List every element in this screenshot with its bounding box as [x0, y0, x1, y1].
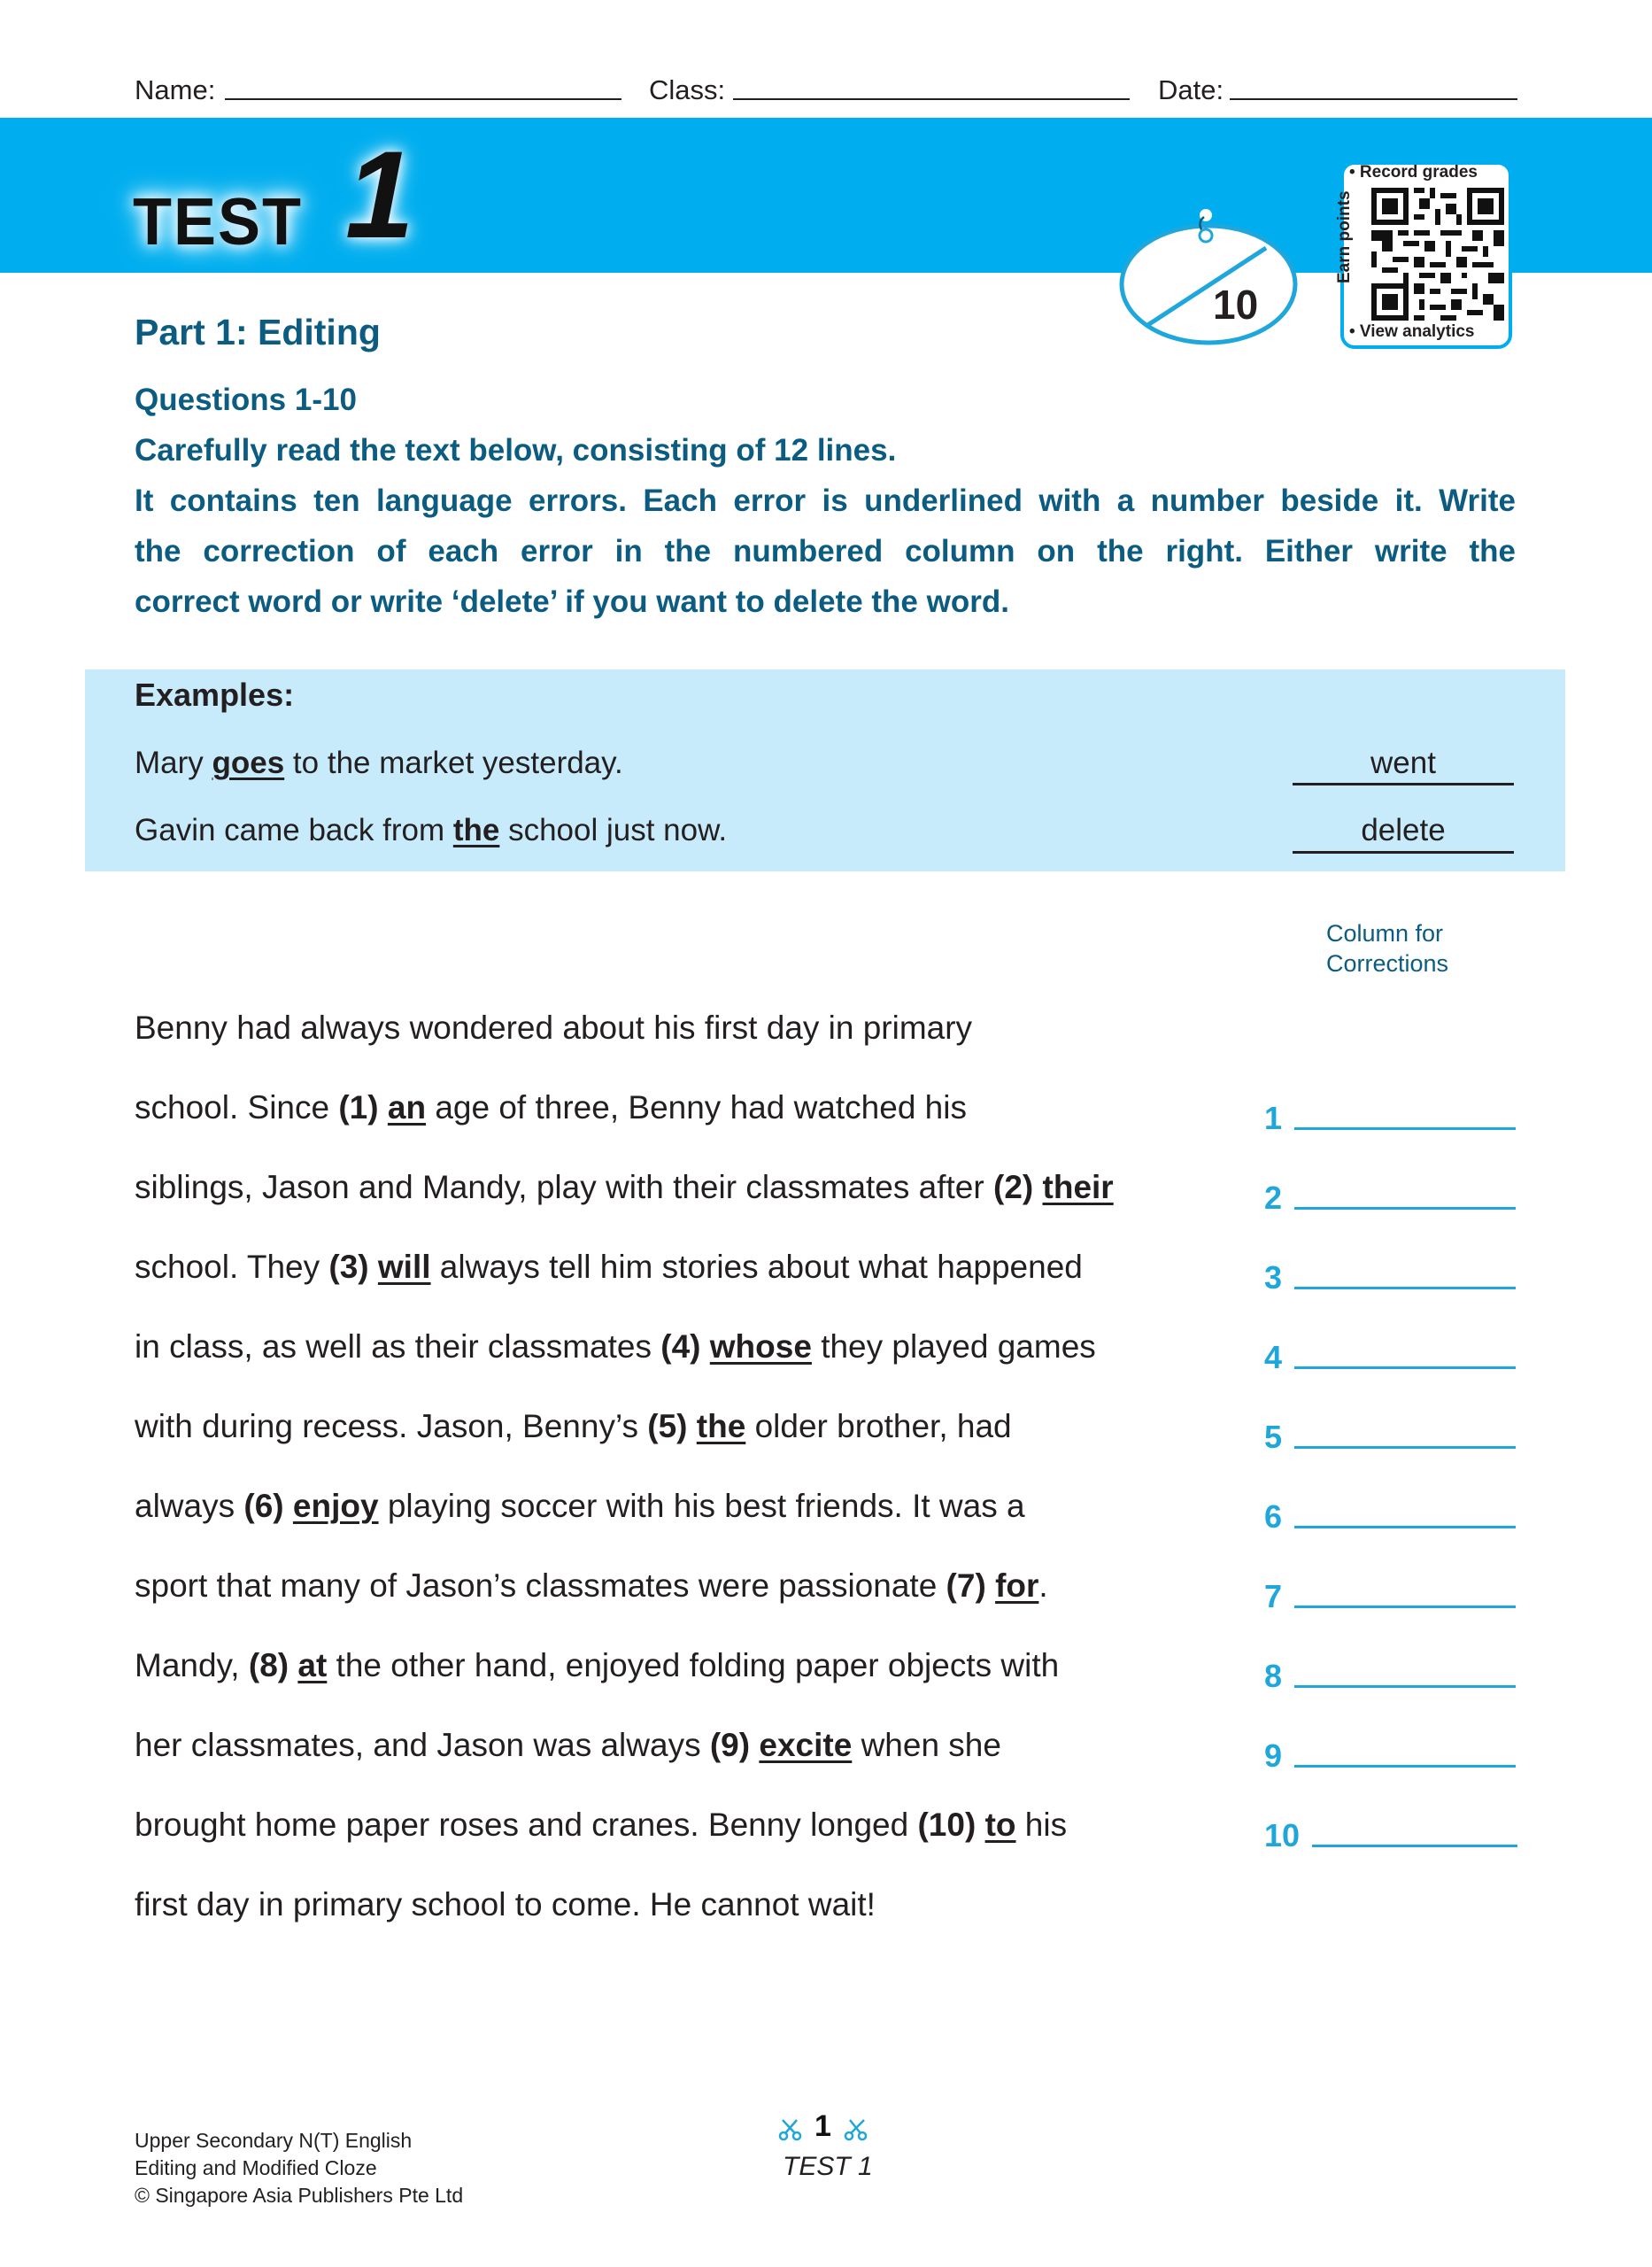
error-word: whose — [709, 1328, 812, 1365]
example-error-word: the — [452, 813, 500, 847]
example-answer-line — [1293, 851, 1514, 854]
date-label: Date: — [1158, 74, 1224, 105]
example-sentence — [135, 813, 727, 848]
passage-line — [135, 1408, 1012, 1445]
book-subtitle: Editing and Modified Cloze — [135, 2156, 377, 2179]
example-answer: delete — [1361, 813, 1446, 847]
passage-text: first day in primary school to come. He cannot wait! — [135, 1886, 876, 1923]
passage-line — [135, 1010, 972, 1047]
answer-field-3[interactable] — [1294, 1287, 1516, 1289]
example-sentence — [135, 746, 623, 781]
passage-text: the other hand, enjoyed folding paper objects with — [327, 1647, 1060, 1683]
instruction-line: Carefully read the text below, consisting of 12 lines. — [135, 433, 897, 468]
score-total: 10 — [1213, 282, 1259, 328]
examples-title: Examples: — [135, 677, 295, 713]
class-label: Class: — [649, 74, 726, 105]
error-number: (6) — [243, 1488, 284, 1524]
error-number: (8) — [248, 1647, 289, 1683]
passage-text: her classmates, and Jason was always — [135, 1727, 710, 1763]
answer-number: 9 — [1264, 1737, 1283, 1774]
error-word: for — [995, 1567, 1039, 1604]
error-word: excite — [759, 1727, 853, 1763]
instruction-line: It contains ten language errors. Each error is underlined with a number beside it. Write — [135, 484, 1516, 518]
answer-number: 8 — [1264, 1658, 1283, 1694]
score-badge-icon — [1117, 199, 1300, 348]
passage-line — [135, 1567, 1048, 1605]
answer-number: 2 — [1264, 1180, 1283, 1216]
passage-text: always — [135, 1488, 244, 1524]
answer-number: 10 — [1264, 1817, 1301, 1853]
scissor-right-icon — [843, 2116, 869, 2143]
corrections-heading-line: Corrections — [1326, 950, 1449, 977]
questions-range: Questions 1-10 — [135, 383, 357, 417]
passage-text: in class, as well as their classmates — [135, 1328, 661, 1365]
part-title: Part 1: Editing — [135, 312, 381, 352]
passage-line — [135, 1488, 1025, 1525]
passage-line — [135, 1169, 1114, 1206]
instruction-line: the correction of each error in the numbered column on the right. Either write the — [135, 534, 1516, 569]
error-word: to — [984, 1807, 1016, 1843]
answer-number: 1 — [1264, 1100, 1283, 1136]
passage-text: Mandy, — [135, 1647, 249, 1683]
book-title: Upper Secondary N(T) English — [135, 2129, 413, 2152]
copyright: © Singapore Asia Publishers Pte Ltd — [135, 2184, 464, 2207]
example-text: school just now. — [499, 813, 728, 847]
corrections-heading-line: Column for — [1326, 920, 1444, 947]
qr-record-grades-label: • Record grades — [1349, 163, 1478, 182]
answer-field-1[interactable] — [1294, 1127, 1516, 1130]
passage-text: with during recess. Jason, Benny’s — [135, 1408, 648, 1444]
answer-field-9[interactable] — [1294, 1765, 1516, 1768]
answer-field-7[interactable] — [1294, 1605, 1516, 1608]
answer-number: 3 — [1264, 1259, 1283, 1296]
answer-field-2[interactable] — [1294, 1207, 1516, 1210]
example-error-word: goes — [212, 746, 285, 780]
passage-text: they played games — [811, 1328, 1096, 1365]
answer-field-4[interactable] — [1294, 1366, 1516, 1369]
error-number: (9) — [709, 1727, 751, 1763]
answer-field-5[interactable] — [1294, 1446, 1516, 1449]
error-word: their — [1042, 1169, 1114, 1205]
answer-number: 4 — [1264, 1339, 1283, 1375]
passage-line — [135, 1249, 1083, 1286]
passage-line — [135, 1647, 1059, 1684]
passage-text: brought home paper roses and cranes. Benny longed — [135, 1807, 918, 1843]
error-word: at — [297, 1647, 328, 1683]
error-word: the — [696, 1408, 746, 1444]
date-field[interactable] — [1230, 98, 1517, 100]
passage-text: when she — [852, 1727, 1001, 1763]
error-number: (4) — [660, 1328, 701, 1365]
test-title: TEST — [133, 185, 304, 259]
example-text: Gavin came back from — [135, 813, 453, 847]
error-number: (3) — [328, 1249, 369, 1285]
test-number: 1 — [345, 125, 414, 264]
error-number: (1) — [338, 1089, 379, 1126]
name-field[interactable] — [225, 98, 621, 100]
error-word: enjoy — [292, 1488, 379, 1524]
book-info — [135, 2127, 463, 2209]
passage-line — [135, 1089, 967, 1126]
qr-view-analytics-label: • View analytics — [1349, 322, 1475, 341]
error-number: (2) — [993, 1169, 1034, 1205]
answer-field-10[interactable] — [1312, 1845, 1517, 1847]
passage-text: age of three, Benny had watched his — [426, 1089, 967, 1126]
example-text: Mary — [135, 746, 212, 780]
passage-text: Benny had always wondered about his first day in primary — [135, 1010, 973, 1046]
page-test-label: TEST 1 — [783, 2152, 873, 2181]
passage-line — [135, 1886, 876, 1923]
passage-text: his — [1015, 1807, 1068, 1843]
passage-text: sport that many of Jason’s classmates were passionate — [135, 1567, 946, 1604]
passage-text: siblings, Jason and Mandy, play with their classmates after — [135, 1169, 993, 1205]
passage-text: always tell him stories about what happened — [430, 1249, 1083, 1285]
answer-number: 5 — [1264, 1419, 1283, 1455]
qr-code-icon[interactable] — [1369, 188, 1507, 321]
answer-number: 7 — [1264, 1578, 1283, 1614]
error-word: will — [377, 1249, 431, 1285]
answer-field-8[interactable] — [1294, 1685, 1516, 1688]
passage-line — [135, 1328, 1096, 1366]
passage-text: school. They — [135, 1249, 329, 1285]
passage-text: playing soccer with his best friends. It was a — [378, 1488, 1025, 1524]
passage-text: school. Since — [135, 1089, 339, 1126]
passage-text: older brother, had — [745, 1408, 1012, 1444]
class-field[interactable] — [733, 98, 1130, 100]
scissor-left-icon — [777, 2116, 804, 2143]
error-number: (5) — [647, 1408, 688, 1444]
qr-earn-points-label: Earn points — [1335, 190, 1354, 283]
error-word: an — [387, 1089, 427, 1126]
passage-line — [135, 1807, 1067, 1844]
example-text: to the market yesterday. — [284, 746, 623, 780]
error-number: (10) — [917, 1807, 977, 1843]
passage-line — [135, 1727, 1001, 1764]
page-number: 1 — [814, 2109, 831, 2143]
example-answer-line — [1293, 783, 1514, 785]
instruction-line: correct word or write ‘delete’ if you want to delete the word. — [135, 584, 1009, 619]
name-label: Name: — [135, 74, 216, 105]
corrections-column-heading — [1326, 918, 1448, 979]
answer-number: 6 — [1264, 1498, 1283, 1535]
answer-field-6[interactable] — [1294, 1526, 1516, 1528]
error-number: (7) — [946, 1567, 986, 1604]
passage-text: . — [1038, 1567, 1048, 1604]
example-answer: went — [1370, 746, 1436, 780]
